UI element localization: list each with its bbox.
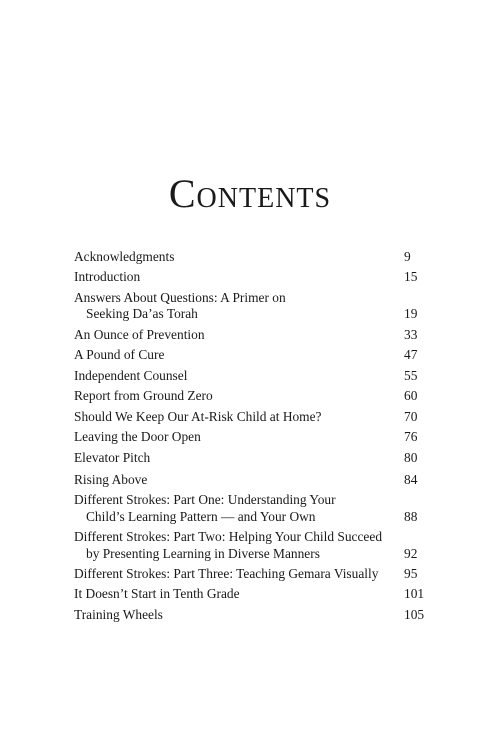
toc-entry	[74, 492, 430, 525]
toc-entry-line1: An Ounce of Prevention	[74, 326, 205, 342]
toc-entry	[74, 566, 430, 582]
toc-entry-page: 84	[404, 471, 418, 487]
toc-entry-line2: Seeking Da’as Torah	[86, 306, 198, 322]
toc-entry-title	[74, 327, 404, 343]
toc-entry-page: 101	[404, 586, 425, 602]
toc-entry-page: 88	[404, 508, 418, 524]
toc-entry-page: 19	[404, 306, 418, 322]
toc-entry	[74, 290, 430, 323]
toc-entry-page: 95	[404, 566, 418, 581]
toc-entry-line1: Different Strokes: Part Three: Teaching Gemara Visually	[74, 566, 379, 581]
page-title: Contents	[168, 171, 332, 216]
toc-entry-title	[74, 472, 404, 488]
toc-entry-page: 80	[404, 449, 418, 465]
toc-entry-line1: Introduction	[74, 269, 141, 285]
toc-entry	[74, 327, 430, 343]
toc-entry-line1: Independent Counsel	[74, 367, 188, 383]
toc-entry	[74, 472, 430, 488]
toc-entry-title	[74, 249, 404, 265]
toc-entry-title	[74, 409, 404, 425]
toc-entry-page: 76	[404, 429, 418, 445]
toc-entry-title	[74, 586, 404, 602]
toc-entry	[74, 368, 430, 384]
toc-entry-page: 33	[404, 326, 418, 342]
toc-entry	[74, 450, 430, 466]
toc-entry-title	[74, 566, 404, 582]
toc-entry-title	[74, 450, 404, 466]
toc-entry-line1: Different Strokes: Part One: Understanding Your	[74, 492, 336, 508]
toc-entry-title	[74, 290, 404, 323]
toc-entry	[74, 249, 430, 265]
toc-entry-title	[74, 388, 404, 404]
toc-entry-title	[74, 429, 404, 445]
toc-entry	[74, 429, 430, 445]
toc-entry-title	[74, 492, 404, 525]
toc-entry	[74, 586, 430, 602]
toc-entry-page: 60	[404, 388, 418, 404]
toc-entry-line1: Answers About Questions: A Primer on	[74, 289, 286, 305]
toc-entry-title	[74, 269, 404, 285]
toc-entry-line1: Acknowledgments	[74, 249, 175, 264]
toc-entry-line1: Should We Keep Our At-Risk Child at Home?	[74, 408, 322, 424]
toc-entry-line1: Training Wheels	[74, 606, 163, 622]
toc-entry-line1: Different Strokes: Part Two: Helping Your Child Succeed	[74, 529, 383, 545]
toc-entry-title	[74, 368, 404, 384]
toc-entry-line1: Elevator Pitch	[74, 449, 151, 465]
toc-entry	[74, 347, 430, 363]
toc-entry	[74, 269, 430, 285]
toc-entry-page: 9	[404, 249, 411, 264]
toc-entry-line1: Leaving the Door Open	[74, 429, 201, 445]
toc-entry-line2: Child’s Learning Pattern — and Your Own	[86, 508, 316, 524]
toc-entry-page: 55	[404, 367, 418, 383]
toc-entry	[74, 409, 430, 425]
toc-entry-line2: by Presenting Learning in Diverse Manners	[86, 545, 320, 561]
toc-entry-line1: A Pound of Cure	[74, 347, 165, 363]
toc-entry-line1: It Doesn’t Start in Tenth Grade	[74, 586, 240, 602]
toc-entry	[74, 607, 430, 623]
toc-entry-page: 47	[404, 347, 418, 363]
toc-entry-page: 92	[404, 545, 418, 561]
toc-entry-title	[74, 529, 404, 562]
toc-entry-page: 105	[404, 606, 425, 622]
toc-entry-line1: Report from Ground Zero	[74, 388, 213, 404]
toc-entry	[74, 529, 430, 562]
toc-entry-page: 70	[404, 408, 418, 424]
toc-entry	[74, 388, 430, 404]
toc-entry-page: 15	[404, 269, 418, 285]
toc-entry-line1: Rising Above	[74, 471, 148, 487]
toc-entry-title	[74, 347, 404, 363]
table-of-contents	[74, 249, 430, 627]
toc-entry-title	[74, 607, 404, 623]
